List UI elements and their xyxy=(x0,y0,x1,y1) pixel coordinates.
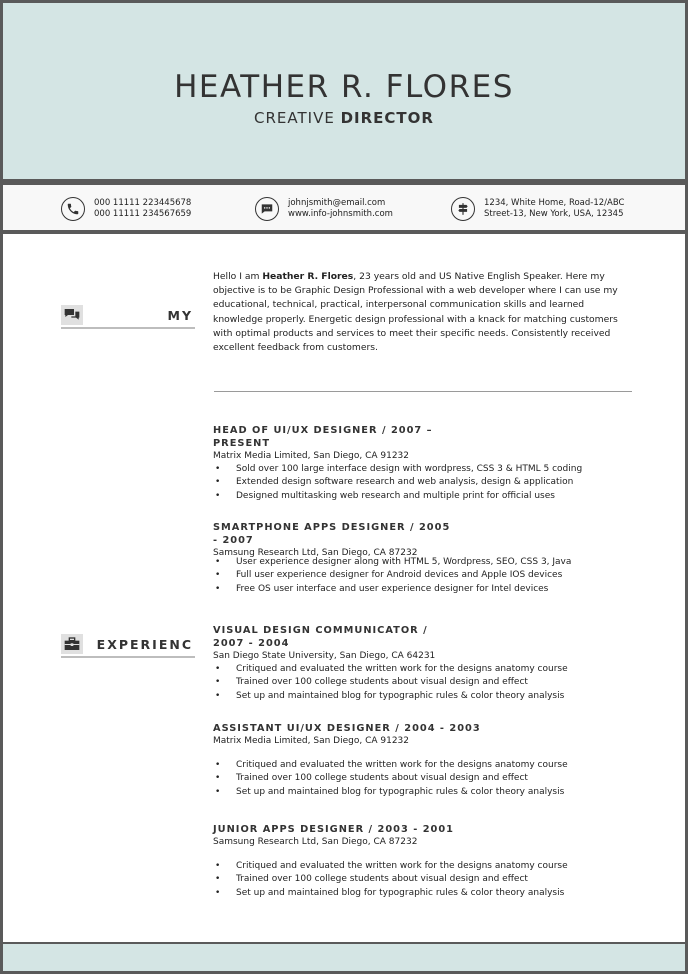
summary-text: , 23 years old and US Native English Speaker. Here my objective is to be Graphic Design Professional with a web developer where I can use my educational, technical, practical, interpersonal communication skills and learned knowledge properly. Energetic design professional with a knack for matching customers with optimal products and services to meet their specific needs. Consistently received excellent feedback from customers. xyxy=(213,271,618,354)
job-bullet: • Set up and maintained blog for typographic rules & color theory analysis xyxy=(213,786,633,799)
job-bullet: • Trained over 100 college students about visual design and effect xyxy=(213,873,633,886)
job-bullet: • Sold over 100 large interface design with wordpress, CSS 3 & HTML 5 coding xyxy=(213,463,633,476)
job-entry xyxy=(213,823,633,900)
job-bullet: • Extended design software research and web analysis, design & application xyxy=(213,476,633,489)
candidate-role xyxy=(3,109,685,127)
section-divider xyxy=(214,391,632,392)
job-entry xyxy=(213,521,633,596)
job-bullet: • Critiqued and evaluated the written work for the designs anatomy course xyxy=(213,663,633,676)
section-title-experience: EXPERIENC xyxy=(96,637,193,652)
job-bullet: • Full user experience designer for Android devices and Apple IOS devices xyxy=(213,569,633,582)
section-label-experience xyxy=(61,634,195,658)
website-address[interactable]: www.info-johnsmith.com xyxy=(288,209,393,219)
phone-icon xyxy=(61,197,85,221)
job-bullet: • Set up and maintained blog for typographic rules & color theory analysis xyxy=(213,887,633,900)
chat-icon xyxy=(255,197,279,221)
role-bold: DIRECTOR xyxy=(340,109,434,127)
job-bullet: • Critiqued and evaluated the written work for the designs anatomy course xyxy=(213,860,633,873)
job-title: ASSISTANT UI/UX DESIGNER / 2004 - 2003 xyxy=(213,723,481,734)
speech-bubbles-icon xyxy=(61,305,83,325)
job-bullet: • Set up and maintained blog for typographic rules & color theory analysis xyxy=(213,690,633,703)
job-entry xyxy=(213,424,633,503)
job-bullets xyxy=(213,759,633,799)
header-banner xyxy=(3,3,685,179)
summary-intro: Hello I am xyxy=(213,271,263,282)
signpost-icon xyxy=(451,197,475,221)
contact-phone xyxy=(61,195,191,223)
briefcase-icon xyxy=(61,634,83,654)
profile-summary xyxy=(213,270,633,355)
section-title-profile: MY xyxy=(167,308,193,323)
contact-address xyxy=(451,195,624,223)
job-entry xyxy=(213,722,633,799)
role-light: CREATIVE xyxy=(254,109,335,127)
address-line-1: 1234, White Home, Road-12/ABC xyxy=(484,198,625,208)
job-bullet: • Trained over 100 college students about visual design and effect xyxy=(213,676,633,689)
job-title: SMARTPHONE APPS DESIGNER / 2005 - 2007 xyxy=(213,522,451,546)
address-line-2: Street-13, New York, USA, 12345 xyxy=(484,209,624,219)
contact-bar-bottom-rule xyxy=(3,230,685,234)
job-company: Samsung Research Ltd, San Diego, CA 87232 xyxy=(213,837,418,847)
job-bullets xyxy=(213,663,633,703)
candidate-name: HEATHER R. FLORES xyxy=(174,69,514,105)
job-company: San Diego State University, San Diego, CA 64231 xyxy=(213,651,436,661)
phone-line-1: 000 11111 223445678 xyxy=(94,198,192,208)
job-title: VISUAL DESIGN COMMUNICATOR / 2007 - 2004 xyxy=(213,625,428,649)
job-title: JUNIOR APPS DESIGNER / 2003 - 2001 xyxy=(213,824,454,835)
job-bullets xyxy=(213,860,633,900)
job-bullet: • User experience designer along with HTML 5, Wordpress, SEO, CSS 3, Java xyxy=(213,556,633,569)
footer-banner xyxy=(3,942,685,974)
job-entry xyxy=(213,624,633,703)
job-company: Matrix Media Limited, San Diego, CA 91232 xyxy=(213,451,410,461)
summary-name: Heather R. Flores xyxy=(262,271,354,282)
contact-email xyxy=(255,195,393,223)
contact-bar xyxy=(3,185,685,230)
job-title: HEAD OF UI/UX DESIGNER / 2007 – PRESENT xyxy=(213,425,433,449)
job-bullets xyxy=(213,556,633,596)
section-label-profile xyxy=(61,305,195,329)
job-bullet: • Trained over 100 college students about visual design and effect xyxy=(213,772,633,785)
job-bullet: • Designed multitasking web research and multiple print for official uses xyxy=(213,490,633,503)
job-bullets xyxy=(213,463,633,503)
email-address[interactable]: johnjsmith@email.com xyxy=(288,198,386,208)
job-bullet: • Critiqued and evaluated the written work for the designs anatomy course xyxy=(213,759,633,772)
phone-line-2: 000 11111 234567659 xyxy=(94,209,192,219)
job-bullet: • Free OS user interface and user experience designer for Intel devices xyxy=(213,583,633,596)
job-company: Samsung Research Ltd, San Diego, CA 87232 xyxy=(213,548,418,558)
job-company: Matrix Media Limited, San Diego, CA 91232 xyxy=(213,736,410,746)
